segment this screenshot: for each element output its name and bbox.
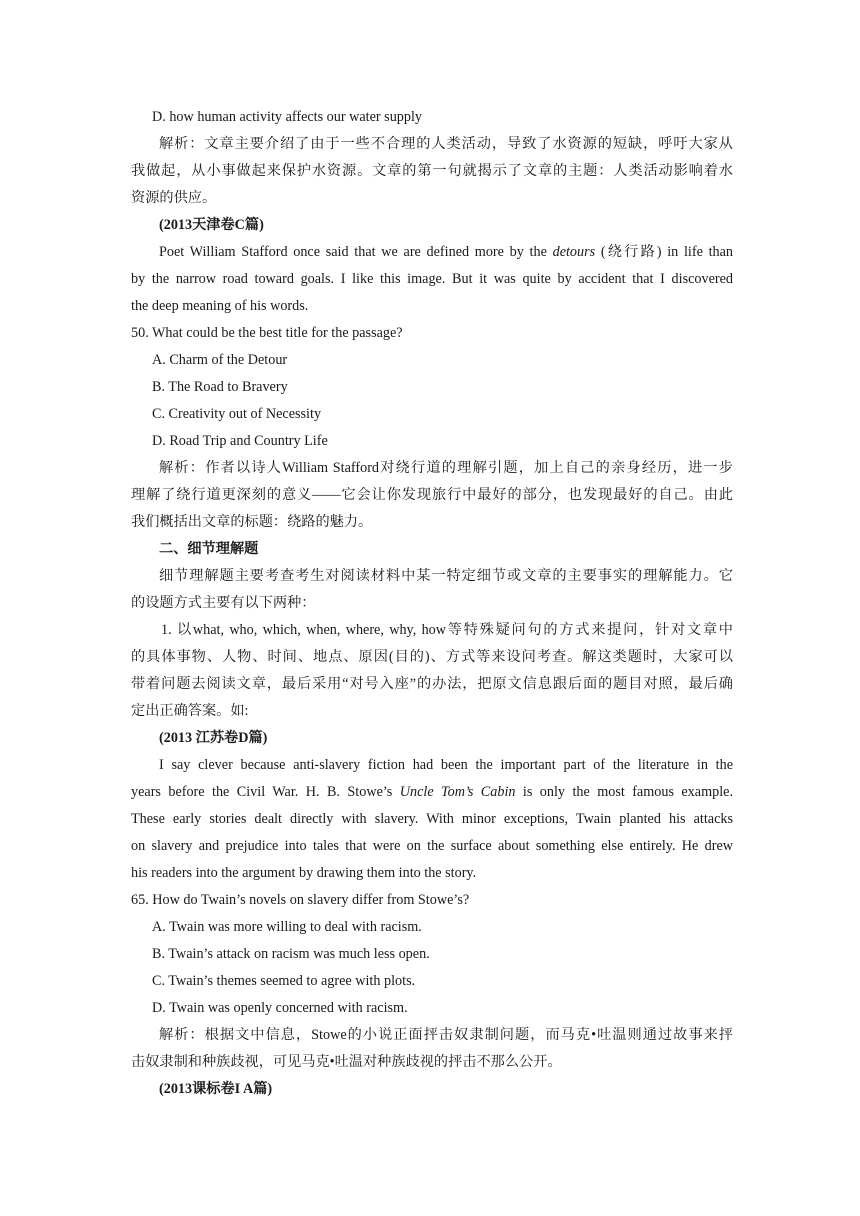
text-line: 我们概括出文章的标题：绕路的魅力。 [131, 514, 373, 530]
text-line: A. Twain was more willing to deal with racism. [152, 919, 422, 935]
text-line: 理解了绕行道更深刻的意义——它会让你发现旅行中最好的部分，也发现最好的自己。由此 [131, 487, 733, 503]
text-line: Poet William Stafford once said that we are defined more by the detours (绕行路) in life than [159, 244, 733, 260]
text-line: I say clever because anti-slavery fiction had been the important part of the literature in the [159, 757, 733, 773]
text-line: 二、细节理解题 [159, 541, 259, 557]
text-line: by the narrow road toward goals. I like this image. But it was quite by accident that I discovered [131, 271, 733, 287]
text-line: 定出正确答案。如: [131, 703, 249, 719]
text-line: D. Road Trip and Country Life [152, 433, 328, 449]
text-line: 65. How do Twain’s novels on slavery differ from Stowe’s? [131, 892, 470, 908]
text-line: These early stories dealt directly with slavery. With minor exceptions, Twain planted his attacks [131, 811, 733, 827]
text-line: 1. 以what, who, which, when, where, why, how等特殊疑问句的方式来提问，针对文章中 [161, 622, 733, 638]
text-line: D. Twain was openly concerned with racism. [152, 1000, 408, 1016]
text-line: 解析：文章主要介绍了由于一些不合理的人类活动，导致了水资源的短缺，呼吁大家从 [159, 136, 733, 152]
text-line: (2013课标卷I A篇) [159, 1081, 273, 1097]
italic-term: Uncle Tom’s Cabin [399, 784, 516, 800]
text-line: 解析：根据文中信息，Stowe的小说正面抨击奴隶制问题，而马克•吐温则通过故事来抨 [159, 1027, 733, 1043]
text-line: 资源的供应。 [131, 190, 217, 206]
text-line: C. Twain’s themes seemed to agree with plots. [152, 973, 416, 989]
text-line: (2013 江苏卷D篇) [159, 730, 268, 746]
text-line: years before the Civil War. H. B. Stowe’s Uncle Tom’s Cabin is only the most famous example. [131, 784, 733, 800]
text-line: D. how human activity affects our water supply [152, 109, 423, 125]
text-line: B. The Road to Bravery [152, 379, 288, 395]
text-line: on slavery and prejudice into tales that were on the surface about something else entirely. He drew [131, 838, 733, 854]
italic-term: detours [552, 244, 596, 260]
text-line: B. Twain’s attack on racism was much less open. [152, 946, 430, 962]
text-line: C. Creativity out of Necessity [152, 406, 322, 422]
text-line: 我做起，从小事做起来保护水资源。文章的第一句就揭示了文章的主题：人类活动影响着水 [131, 163, 733, 179]
document-page [131, 104, 733, 1103]
text-line: 解析：作者以诗人William Stafford对绕行道的理解引题，加上自己的亲身经历，进一步 [159, 460, 733, 476]
text-line: 击奴隶制和种族歧视，可见马克•吐温对种族歧视的抨击不那么公开。 [131, 1054, 562, 1070]
text-line: (2013天津卷C篇) [159, 217, 264, 233]
text-line: 的具体事物、人物、时间、地点、原因(目的)、方式等来设问考查。解这类题时，大家可以 [131, 649, 733, 665]
text-line: 带着问题去阅读文章，最后采用“对号入座”的办法，把原文信息跟后面的题目对照，最后确 [131, 676, 733, 692]
text-line: 50. What could be the best title for the passage? [131, 325, 403, 341]
text-line: the deep meaning of his words. [131, 298, 309, 314]
text-line: 细节理解题主要考查考生对阅读材料中某一特定细节或文章的主要事实的理解能力。它 [159, 568, 733, 584]
text-line: A. Charm of the Detour [152, 352, 288, 368]
text-line: 的设题方式主要有以下两种： [131, 595, 316, 611]
text-line: his readers into the argument by drawing them into the story. [131, 865, 477, 881]
